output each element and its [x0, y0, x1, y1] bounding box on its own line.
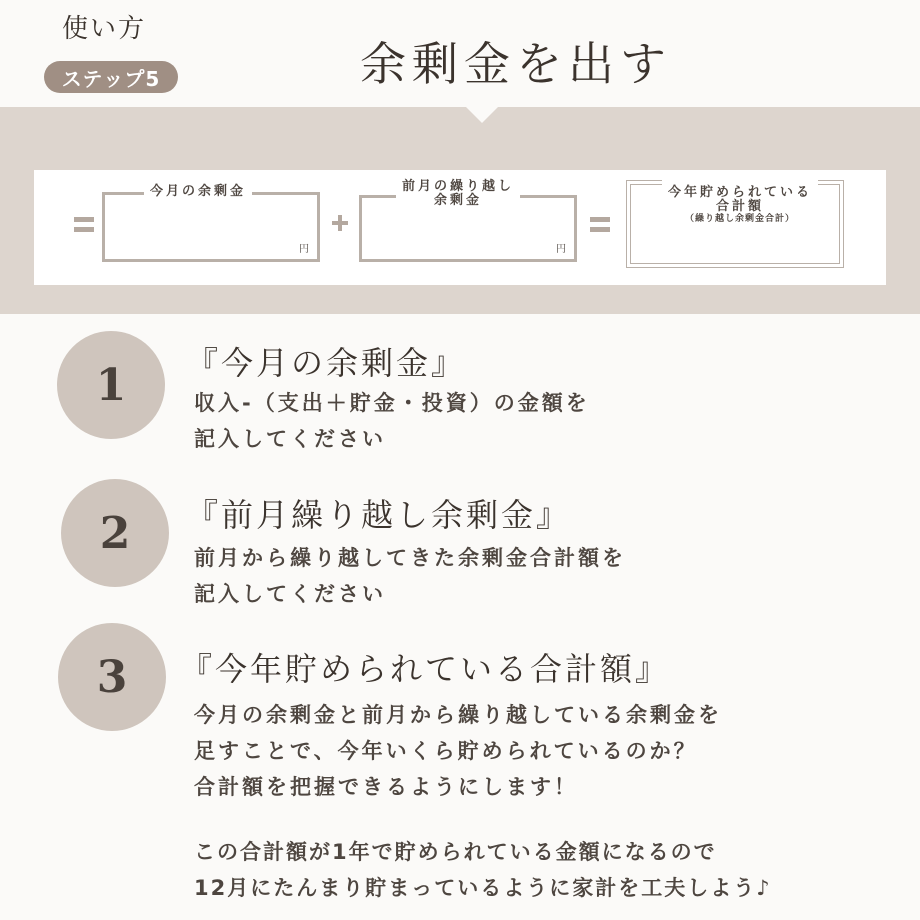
step-number-2: 2 — [61, 479, 169, 587]
header-label: 使い方 — [62, 14, 147, 44]
year-total-label — [662, 172, 818, 239]
band-notch — [466, 107, 498, 123]
item-1-desc: 収入-（支出＋貯金・投資）の金額を 記入してください — [194, 391, 590, 451]
item-1-title: 『今月の余剰金』 — [186, 344, 467, 382]
step-number-3: 3 — [58, 623, 166, 731]
formula-card — [34, 170, 886, 285]
year-total-sub: （繰り越し余剰金合計） — [685, 214, 796, 224]
item-3-desc: 今月の余剰金と前月から繰り越している余剰金を 足すことで、今年いくら貯められているのか？ 合計額を把握できるようにします！ — [194, 703, 722, 799]
item-3-title: 『今年貯められている合計額』 — [180, 650, 671, 688]
this-month-surplus-box[interactable] — [102, 192, 320, 262]
carryover-surplus-label: 前月の繰り越し 余剰金 — [396, 180, 520, 208]
equals-icon — [74, 217, 94, 232]
yen-unit: 円 — [299, 244, 309, 255]
year-total-title: 今年貯められている 合計額 — [668, 185, 813, 214]
page-title: 余剰金を出す — [360, 37, 672, 91]
note-text: この合計額が1年で貯められている金額になるので 12月にたんまり貯まっているように家計を工夫しよう♪ — [194, 840, 772, 900]
this-month-surplus-label: 今月の余剰金 — [144, 185, 252, 199]
item-2-title: 『前月繰り越し余剰金』 — [186, 496, 572, 534]
step-badge: ステップ5 — [44, 61, 178, 93]
equals-icon — [590, 217, 610, 232]
item-2-desc: 前月から繰り越してきた余剰金合計額を 記入してください — [194, 546, 626, 606]
yen-unit: 円 — [556, 244, 566, 255]
plus-icon — [332, 215, 348, 231]
step-number-1: 1 — [57, 331, 165, 439]
